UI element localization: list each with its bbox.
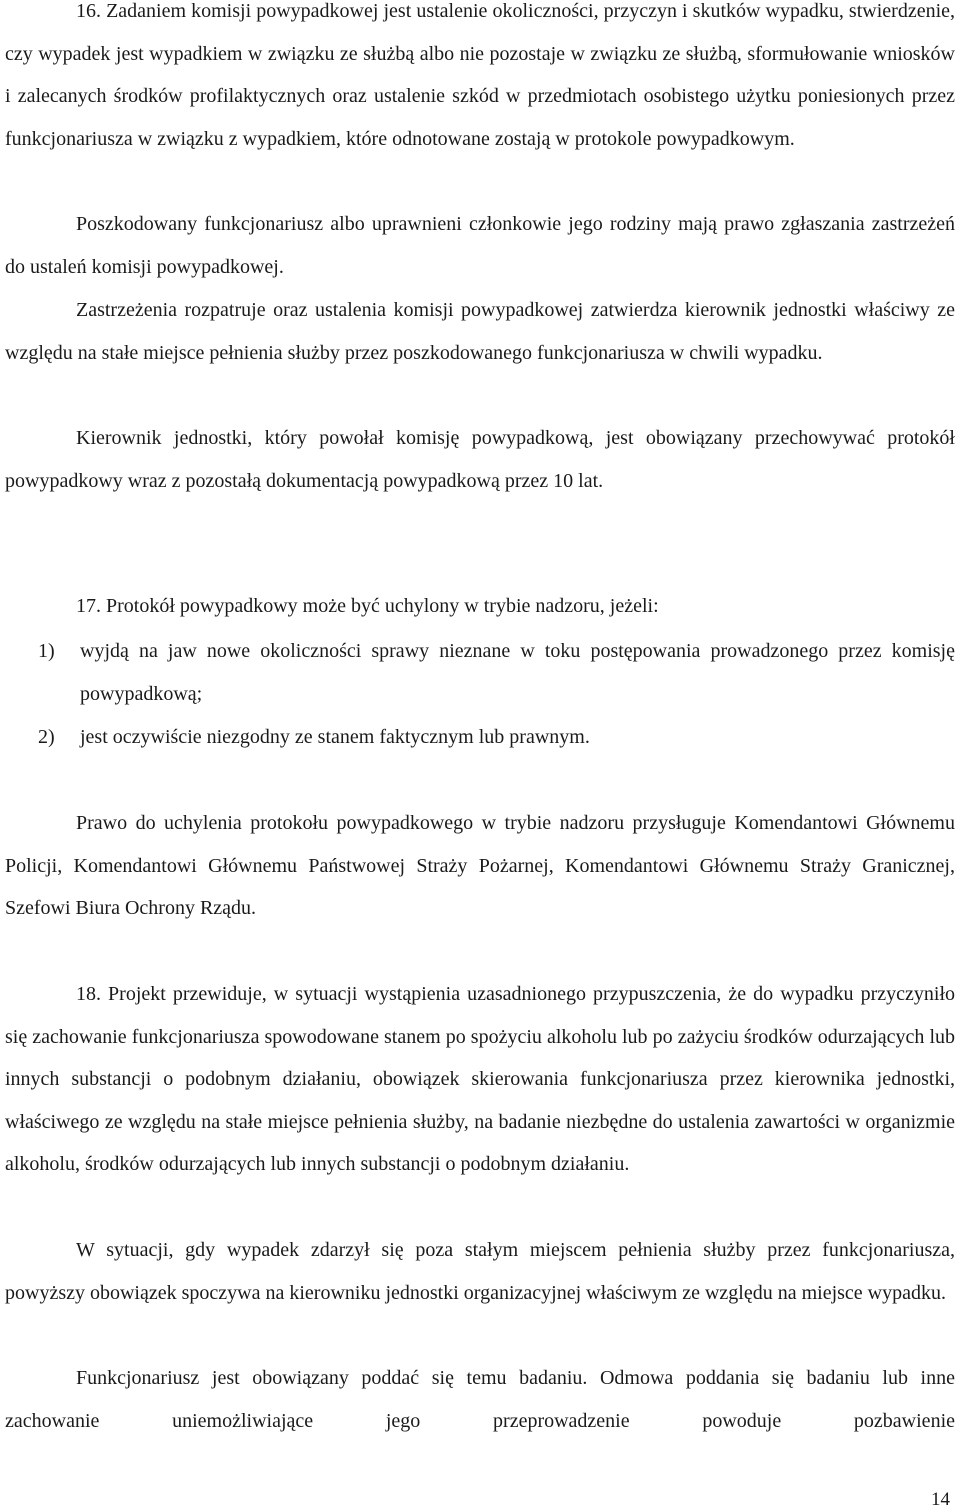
- paragraph-16-intro: 16. Zadaniem komisji powypadkowej jest ustalenie okoliczności, przyczyn i skutków wypadku, stwierdzenie, czy wypadek jest wypadkiem w związku ze służbą albo nie pozostaje w związku ze służbą, sformułowanie wniosków i zalecanych środków profilaktycznych oraz ustalenie szkód w przedmiotach osobistego użytku poniesionych przez funkcjonariusza w związku z wypadkiem, które odnotowane zostają w protokole powypadkowym.: [5, 0, 955, 150]
- paragraph-outside-duty-place: W sytuacji, gdy wypadek zdarzył się poza stałym miejscem pełnienia służby przez funkcjonariusza, powyższy obowiązek spoczywa na kierowniku jednostki organizacyjnej właściwym ze względu na miejsce wypadku.: [5, 1239, 955, 1304]
- list-item-text: jest oczywiście niezgodny ze stanem faktycznym lub prawnym.: [80, 726, 590, 748]
- list-item: [5, 630, 955, 715]
- paragraph-record-storage: Kierownik jednostki, który powołał komisję powypadkową, jest obowiązany przechowywać protokół powypadkowy wraz z pozostałą dokumentacją powypadkową przez 10 lat.: [5, 427, 955, 492]
- paragraph-17-intro: 17. Protokół powypadkowy może być uchylony w trybie nadzoru, jeżeli:: [76, 595, 659, 617]
- page-number: 14: [931, 1489, 950, 1510]
- paragraph-objections-right: Poszkodowany funkcjonariusz albo uprawnieni członkowie jego rodziny mają prawo zgłaszania zastrzeżeń do ustaleń komisji powypadkowej.: [5, 213, 955, 278]
- paragraph-18-intro: 18. Projekt przewiduje, w sytuacji wystąpienia uzasadnionego przypuszczenia, że do wypadku przyczyniło się zachowanie funkcjonariusza spowodowane stanem po spożyciu alkoholu lub po zażyciu środków odurzających lub innych substancji o podobnym działaniu, obowiązek skierowania funkcjonariusza przez kierownika jednostki, właściwego ze względu na stałe miejsce pełnienia służby, na badanie niezbędne do ustalenia zawartości w organizmie alkoholu, środków odurzających lub innych substancji o podobnym działaniu.: [5, 983, 955, 1176]
- list-item-number: 1): [38, 640, 55, 662]
- list-item: [5, 716, 955, 759]
- paragraph-revocation-right: Prawo do uchylenia protokołu powypadkowego w trybie nadzoru przysługuje Komendantowi Głównemu Policji, Komendantowi Głównemu Państwowej Straży Pożarnej, Komendantowi Głównemu Straży Granicznej, Szefowi Biura Ochrony Rządu.: [5, 812, 955, 920]
- paragraph-objections-review: Zastrzeżenia rozpatruje oraz ustalenia komisji powypadkowej zatwierdza kierownik jednostki właściwy ze względu na stałe miejsce pełnienia służby przez poszkodowanego funkcjonariusza w chwili wypadku.: [5, 299, 955, 364]
- list-item-text: wyjdą na jaw nowe okoliczności sprawy nieznane w toku postępowania prowadzonego przez komisję powypadkową;: [80, 640, 955, 705]
- paragraph-test-obligation: Funkcjonariusz jest obowiązany poddać się temu badaniu. Odmowa poddania się badaniu lub inne zachowanie uniemożliwiające jego przeprowadzenie powoduje pozbawienie: [5, 1367, 955, 1432]
- list-item-number: 2): [38, 726, 55, 748]
- document-page: [5, 0, 955, 1511]
